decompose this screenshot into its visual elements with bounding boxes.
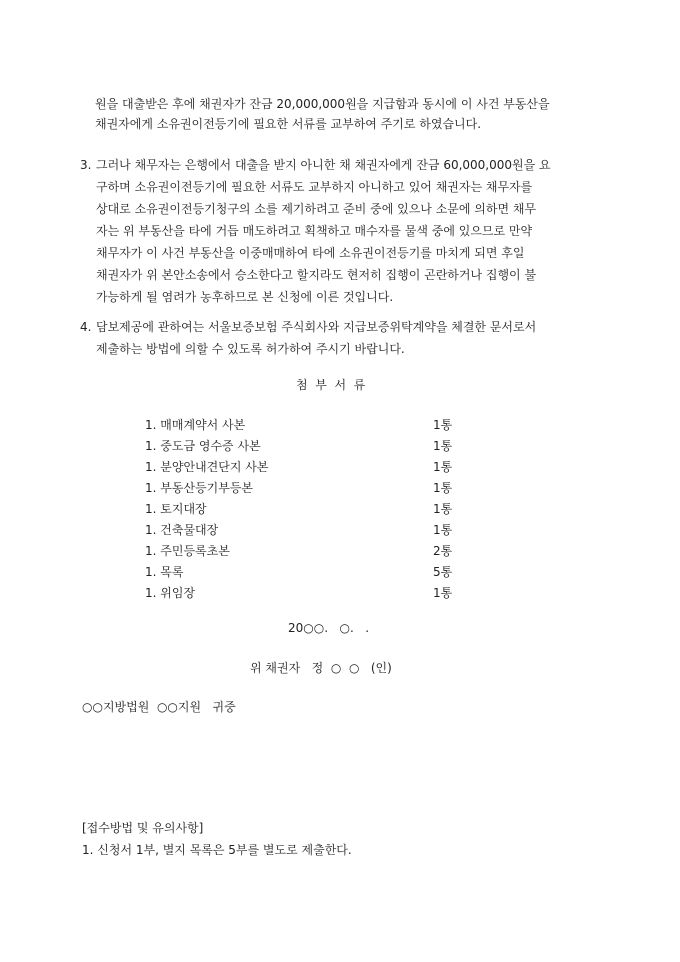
attachment-item (145, 478, 465, 498)
attachment-name: 1. 목록 (145, 565, 184, 579)
attachment-name: 1. 위임장 (145, 586, 196, 600)
attachment-item (145, 541, 465, 561)
paragraph3-line: 그러나 채무자는 은행에서 대출을 받지 아니한 채 채권자에게 잔금 60,000,000원을 요 (96, 158, 551, 172)
attachment-count: 1통 (433, 481, 453, 495)
attachment-item (145, 457, 465, 477)
attachment-name: 1. 부동산등기부등본 (145, 481, 254, 495)
attachment-count: 5통 (433, 565, 453, 579)
attachment-name: 1. 토지대장 (145, 502, 207, 516)
paragraph4-line: 제출하는 방법에 의할 수 있도록 허가하여 주시기 바랍니다. (96, 342, 405, 356)
attachment-count: 1통 (433, 439, 453, 453)
attachment-name: 1. 주민등록초본 (145, 544, 230, 558)
attachment-count: 1통 (433, 586, 453, 600)
attachment-count: 2통 (433, 544, 453, 558)
paragraph3-line: 상대로 소유권이전등기청구의 소를 제기하려고 준비 중에 있으나 소문에 의하면 채무 (96, 202, 537, 216)
attachment-item (145, 415, 465, 435)
attachment-name: 1. 중도금 영수증 사본 (145, 439, 261, 453)
attachment-item (145, 562, 465, 582)
attachment-name: 1. 분양안내견단지 사본 (145, 460, 269, 474)
attachment-item (145, 583, 465, 603)
paragraph3-line: 구하며 소유권이전등기에 필요한 서류도 교부하지 아니하고 있어 채권자는 채무자를 (96, 180, 533, 194)
paragraph4-line: 담보제공에 관하여는 서울보증보험 주식회사와 지급보증위탁계약을 체결한 문서로서 (96, 320, 537, 334)
paragraph4-number: 4. (80, 320, 92, 334)
paragraph2-line: 원을 대출받은 후에 채권자가 잔금 20,000,000원을 지급함과 동시에 이 사건 부동산을 (95, 97, 550, 111)
document-date: 20○○. ○. . (288, 621, 370, 635)
attachment-item (145, 436, 465, 456)
court-addressee: ○○지방법원 ○○지원 귀중 (82, 700, 236, 714)
paragraph3-line: 채권자가 위 본안소송에서 승소한다고 할지라도 현저히 집행이 곤란하거나 집행이 불 (96, 268, 537, 282)
paragraph3-line: 채무자가 이 사건 부동산을 이중매매하여 타에 소유권이전등기를 마치게 되면 후일 (96, 246, 525, 260)
attachment-item (145, 520, 465, 540)
attachment-name: 1. 건축물대장 (145, 523, 219, 537)
attachment-count: 1통 (433, 418, 453, 432)
attachment-count: 1통 (433, 502, 453, 516)
attachment-count: 1통 (433, 523, 453, 537)
creditor-signature: 위 채권자 정 ○ ○ (인) (250, 661, 392, 675)
notes-heading: [접수방법 및 유의사항] (82, 821, 204, 835)
paragraph3-number: 3. (80, 158, 92, 172)
attachment-count: 1통 (433, 460, 453, 474)
paragraph2-line: 채권자에게 소유권이전등기에 필요한 서류를 교부하여 주기로 하였습니다. (95, 117, 482, 131)
attachments-heading: 첨 부 서 류 (296, 378, 366, 392)
paragraph3-line: 자는 위 부동산을 타에 거듭 매도하려고 획책하고 매수자를 물색 중에 있으므로 만약 (96, 224, 533, 238)
attachment-name: 1. 매매계약서 사본 (145, 418, 246, 432)
attachment-item (145, 499, 465, 519)
notes-item: 1. 신청서 1부, 별지 목록은 5부를 별도로 제출한다. (82, 843, 352, 857)
paragraph3-line: 가능하게 될 염려가 농후하므로 본 신청에 이른 것입니다. (96, 290, 394, 304)
